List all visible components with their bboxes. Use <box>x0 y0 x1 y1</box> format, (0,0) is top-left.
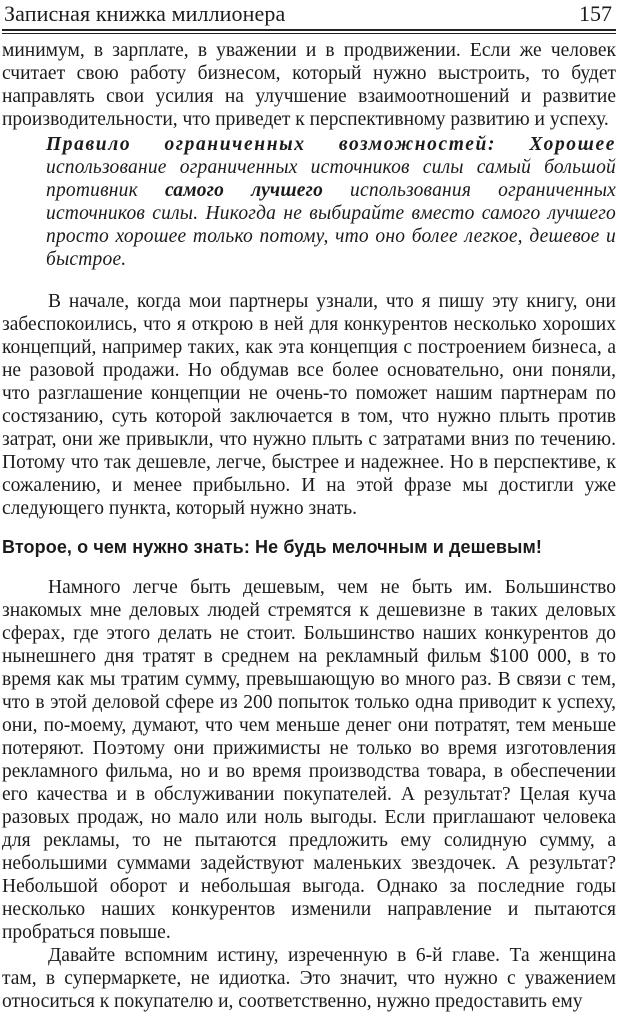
rule-callout <box>46 133 616 271</box>
paragraph-partners: В начале, когда мои партнеры узнали, что я пишу эту книгу, они забеспокоились, что я открою в ней для конкурентов несколько хороших концепций, например таких, как эта концепция с построением бизнеса, а не разовой продажи. Но обдумав все более основательно, они поняли, что разглашение концепции не очень-то поможет нашим партнерам по состязанию, суть которой заключается в том, что нужно плыть против затрат, они же привыкли, что нужно плыть с затратами вниз по течению. Потому что так дешевле, легче, быстрее и надежнее. Но в перспективе, к сожалению, и менее прибыльно. И на этой фразе мы достигли уже следующего пункта, который нужно знать. <box>2 291 616 519</box>
rule-emphasis: самого лучшего <box>164 180 324 201</box>
paragraph-cheap: Намного легче быть дешевым, чем не быть им. Большинство знакомых мне деловых людей стремятся к дешевизне в таких деловых сферах, где этого делать не стоит. Большинство наших конкурентов до нынешнего дня тратят в среднем на рекламный фильм $100 000, в то время как мы тратим сумму, превышающую во много раз. В связи с тем, что в этой деловой сфере из 200 попыток только одна приводит к успеху, они, по-моему, думают, что чем меньше денег они потратят, тем меньше потеряют. Поэтому они прижимисты не только во время изготовления рекламного фильма, но и во время производства товара, в обеспечении его качества и в обслуживании покупателей. А результат? Целая куча разовых продаж, но мало или ноль выгоды. Если приглашают человека для рекламы, то не пытаются предложить ему солидную сумму, а небольшими суммами задействуют маленьких звездочек. А результат? Небольшой оборот и небольшая выгода. Однако за последние годы несколько наших конкурентов изменили направление и пытаются пробраться повыше. <box>2 577 616 943</box>
running-title: Записная книжка миллионера <box>4 1 286 26</box>
page-body <box>2 39 616 1013</box>
paragraph-truth: Давайте вспомним истину, изреченную в 6-й главе. Та женщина там, в супермаркете, не идиотка. Это значит, что нужно с уважением относиться к покупателю и, соответственно, нужно предоставить ему <box>2 945 616 1012</box>
page-number: 157 <box>579 1 612 26</box>
paragraph-continued: минимум, в зарплате, в уважении и в продвижении. Если же человек считает свою работу бизнесом, который нужно выстроить, то будет направлять свои усилия на улучшение взаимоотношений и развитие производительности, что приведет к перспективному развитию и успеху. <box>2 40 616 130</box>
section-heading: Второе, о чем нужно знать: Не будь мелочным и дешевым! <box>2 537 543 557</box>
rule-text-1: использование ограниченных источников силы самый большой противник <box>46 157 616 201</box>
rule-title: Правило ограниченных возможностей <box>46 134 488 155</box>
running-header <box>4 0 614 30</box>
rule-colon: : <box>488 134 530 155</box>
rule-text-2: использования ограниченных источников силы. Никогда не выбирайте вместо самого лучшего просто хорошее только потому, что оно более легкое, дешевое и быстрое. <box>46 180 616 270</box>
rule-lead: Хорошее <box>529 134 617 155</box>
header-rule-thick <box>2 29 616 31</box>
header-rule-thin <box>2 33 616 34</box>
